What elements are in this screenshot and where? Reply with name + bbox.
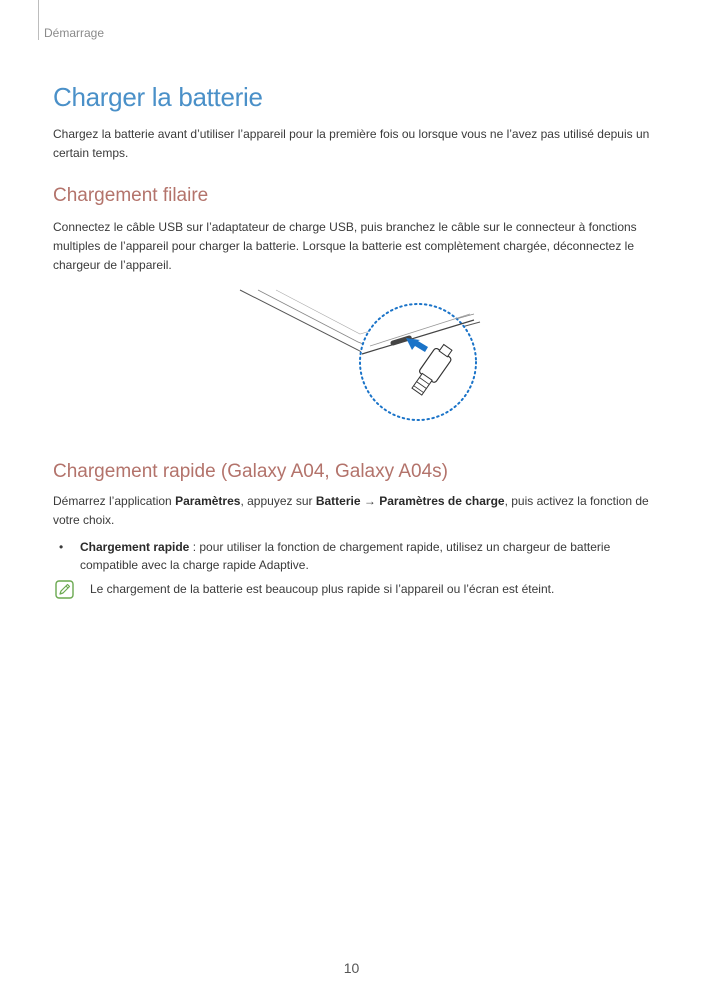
instr-text-3: , puis activez la fonction de votre choix. bbox=[53, 494, 649, 527]
fast-charging-instructions bbox=[53, 492, 653, 530]
instr-text-1: Démarrez l’application bbox=[53, 494, 176, 508]
bullet-dot: • bbox=[59, 540, 64, 554]
charge-settings-label: Paramètres de charge bbox=[379, 494, 505, 508]
wired-heading: Chargement filaire bbox=[53, 185, 209, 206]
fast-charging-heading: Chargement rapide (Galaxy A04, Galaxy A04s) bbox=[53, 461, 448, 482]
note-text: Le chargement de la batterie est beaucoup plus rapide si l’appareil ou l’écran est éteint. bbox=[90, 582, 555, 596]
page-number: 10 bbox=[343, 960, 360, 976]
note-pencil-icon bbox=[55, 580, 74, 599]
battery-menu-label: Batterie bbox=[315, 494, 361, 508]
side-rule bbox=[38, 0, 39, 40]
instr-text-2: , appuyez sur bbox=[240, 494, 316, 508]
zoom-circle bbox=[360, 304, 476, 420]
page-title: Charger la batterie bbox=[53, 82, 263, 112]
wired-paragraph: Connectez le câble USB sur l’adaptateur de charge USB, puis branchez le câble sur le connecteur à fonctions multiples de l’appareil pour charger la batterie. Lorsque la batterie est complètement chargée, déconnectez le chargeur de l’appareil. bbox=[53, 220, 637, 272]
instr-arrow: → bbox=[360, 494, 380, 508]
bullet-text bbox=[80, 538, 650, 574]
fast-charging-desc: : pour utiliser la fonction de chargement rapide, utilisez un chargeur de batterie compatible avec la charge rapide Adaptive. bbox=[80, 540, 611, 572]
intro-paragraph: Chargez la batterie avant d’utiliser l’appareil pour la première fois ou lorsque vous ne l’avez pas utilisé depuis un certain temps. bbox=[53, 127, 650, 160]
fast-charging-term: Chargement rapide bbox=[80, 540, 190, 554]
charging-illustration bbox=[230, 282, 490, 432]
settings-app-label: Paramètres bbox=[175, 494, 241, 508]
running-head: Démarrage bbox=[44, 26, 105, 40]
